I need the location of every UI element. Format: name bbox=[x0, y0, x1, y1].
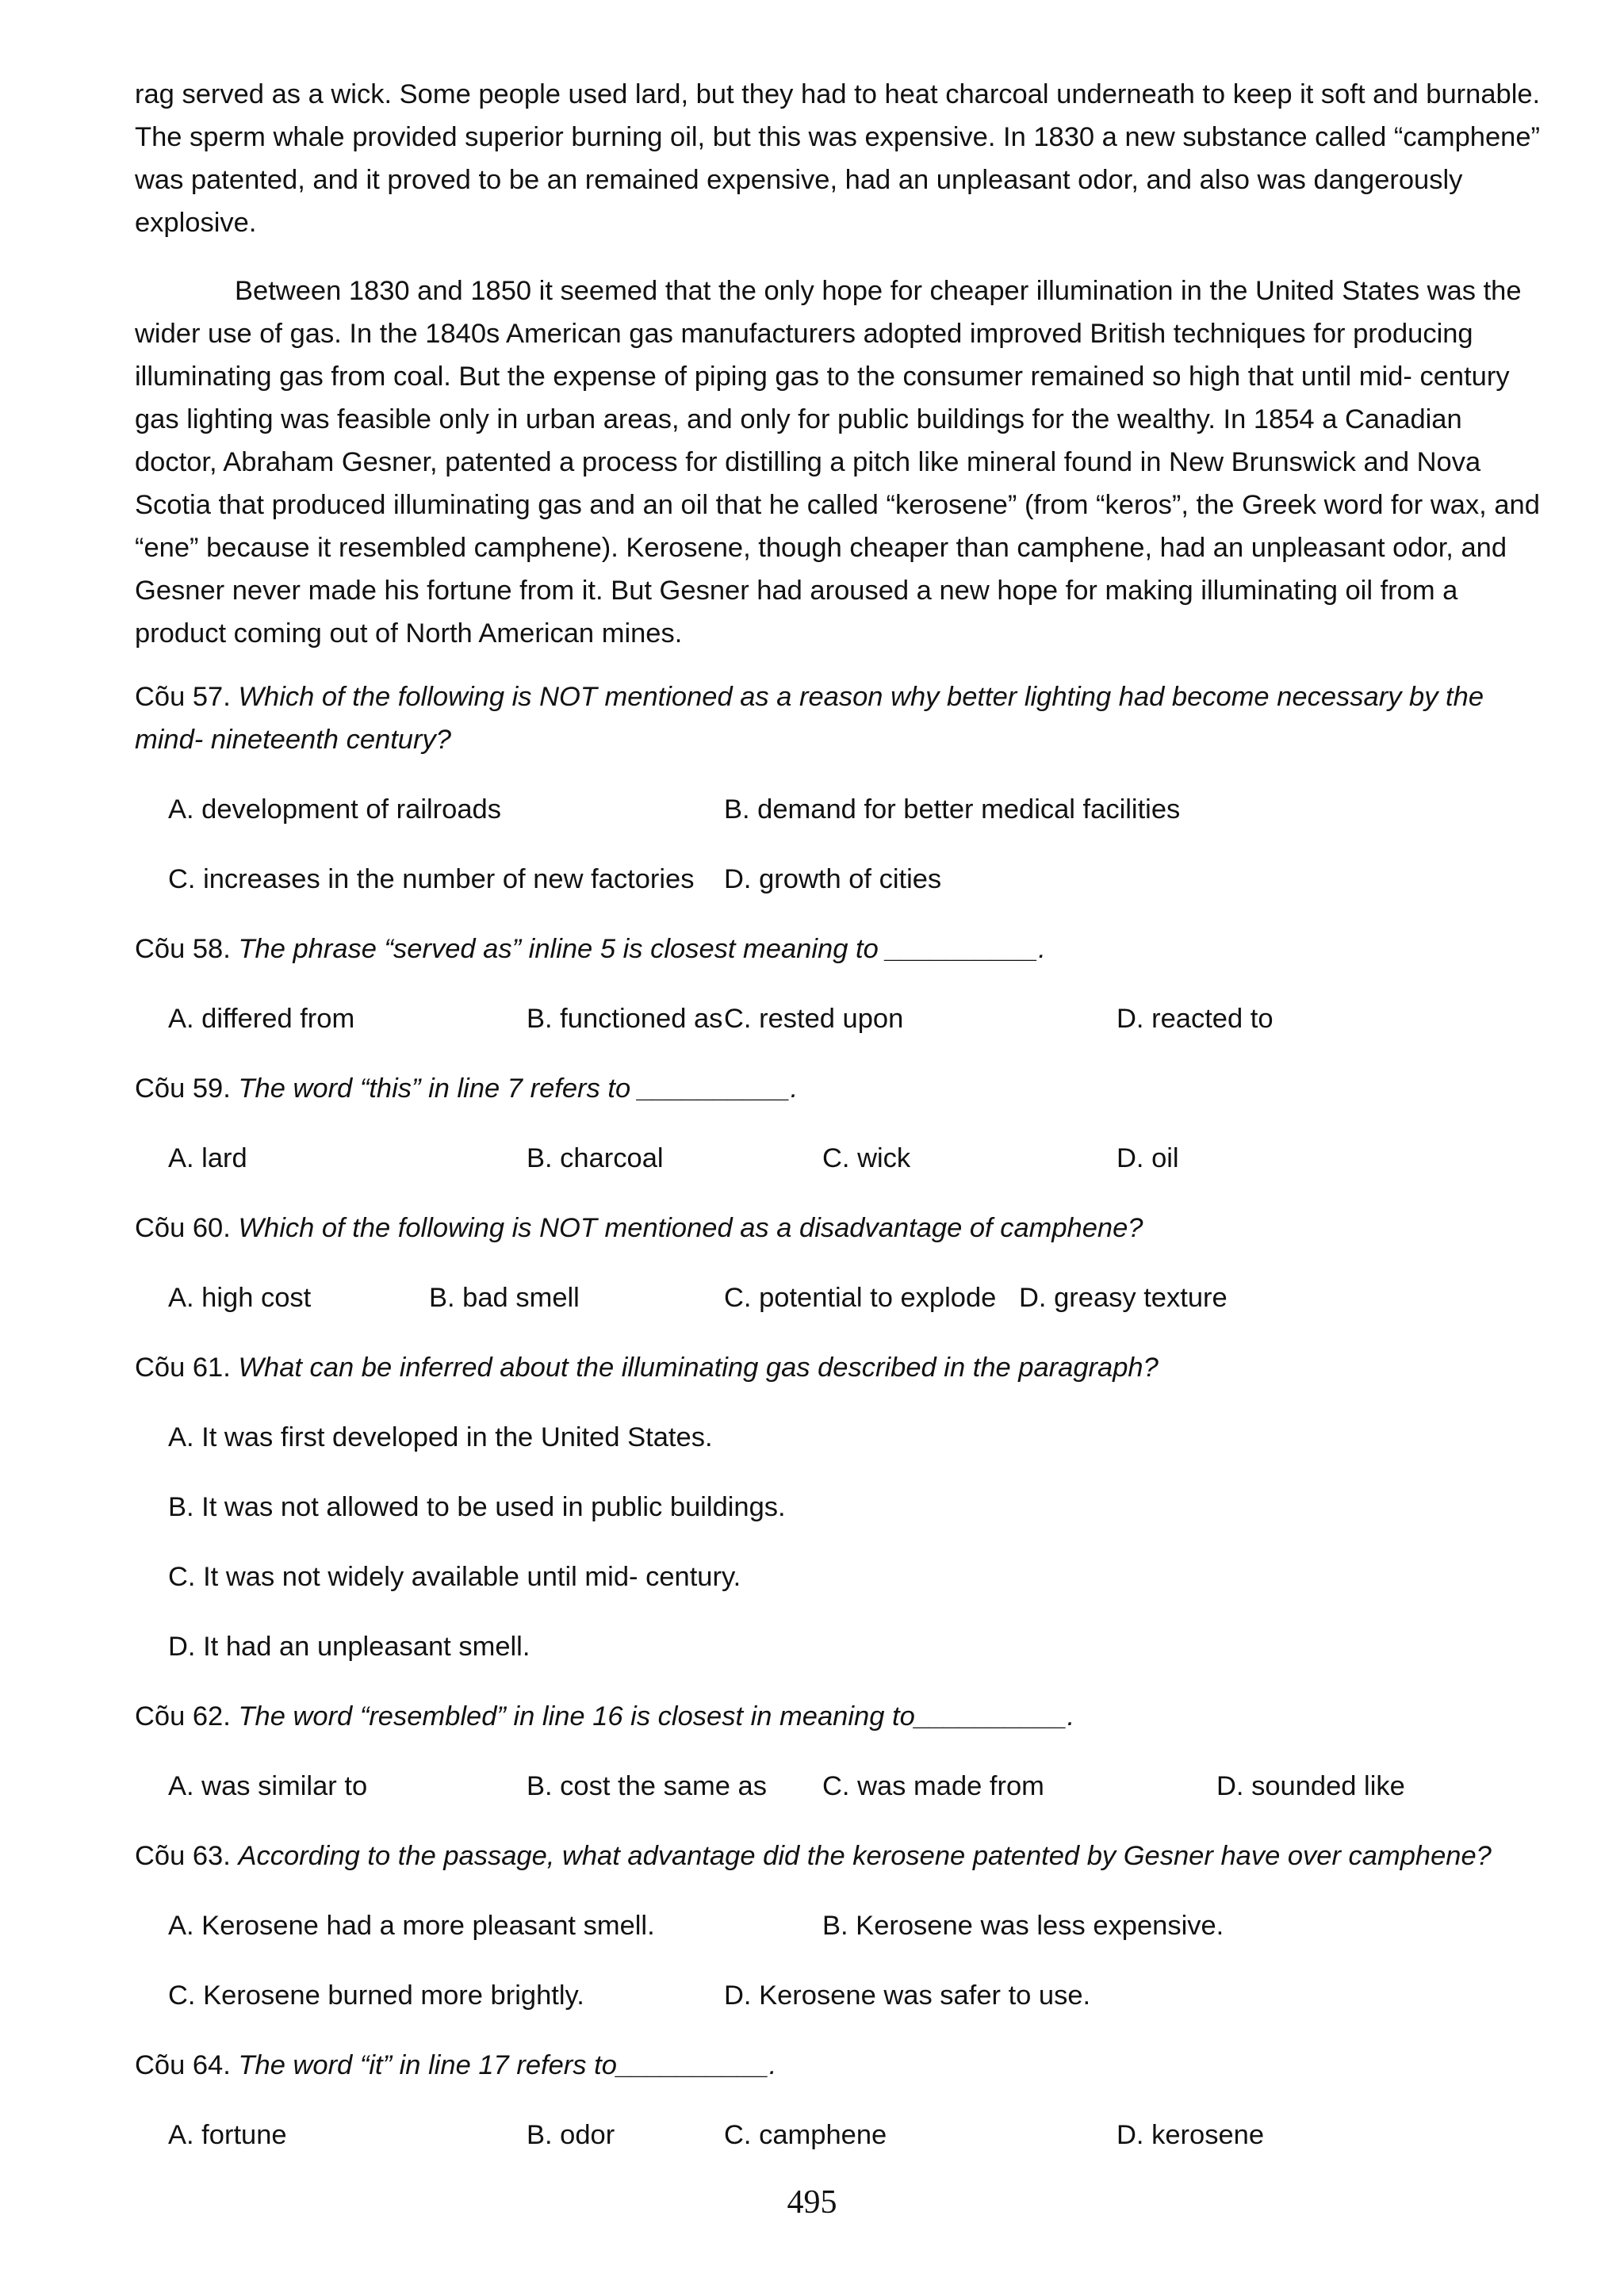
question-number: Cõu 64. bbox=[135, 2050, 231, 2080]
option-61-c: C. It was not widely available until mid- century. bbox=[168, 1562, 741, 1592]
question-number: Cõu 57. bbox=[135, 682, 231, 712]
passage-paragraph-2: Between 1830 and 1850 it seemed that the only hope for cheaper illumination in the United States was the wider use of gas. In the 1840s American gas manufacturers adopted improved British techniques for producing illuminating gas from coal. But the expense of piping gas to the consumer remained so high that until mid- century gas lighting was feasible only in urban areas, and only for public buildings for the wealthy. In 1854 a Canadian doctor, Abraham Gesner, patented a process for distilling a pitch like mineral found in New Brunswick and Nova Scotia that produced illuminating gas and an oil that he called “kerosene” (from “keros”, the Greek word for wax, and “ene” because it resembled camphene). Kerosene, though cheaper than camphene, had an unpleasant odor, and Gesner never made his fortune from it. But Gesner had aroused a new hope for making illuminating oil from a product coming out of North American mines. bbox=[135, 276, 1540, 649]
option-60-b: B. bad smell bbox=[429, 1283, 580, 1313]
option-60-c: C. potential to explode bbox=[724, 1283, 997, 1313]
option-60-a: A. high cost bbox=[168, 1283, 312, 1313]
option-63-d: D. Kerosene was safer to use. bbox=[724, 1980, 1091, 2011]
option-62-b: B. cost the same as bbox=[527, 1771, 767, 1801]
question-57 bbox=[135, 675, 1554, 761]
option-63-b: B. Kerosene was less expensive. bbox=[822, 1911, 1224, 1941]
question-stem: Which of the following is NOT mentioned as a disadvantage of camphene? bbox=[238, 1213, 1143, 1243]
question-number: Cõu 58. bbox=[135, 934, 231, 964]
question-stem: The word “resembled” in line 16 is closest in meaning to__________. bbox=[238, 1701, 1075, 1732]
question-60 bbox=[135, 1207, 1554, 1249]
question-stem: According to the passage, what advantage did the kerosene patented by Gesner have over camphene? bbox=[238, 1841, 1492, 1871]
question-number: Cõu 62. bbox=[135, 1701, 231, 1732]
option-59-d: D. oil bbox=[1116, 1143, 1179, 1173]
question-number: Cõu 61. bbox=[135, 1353, 231, 1383]
option-62-a: A. was similar to bbox=[168, 1771, 368, 1801]
option-57-a: A. development of railroads bbox=[168, 794, 501, 825]
question-58 bbox=[135, 928, 1554, 970]
option-61-b: B. It was not allowed to be used in public buildings. bbox=[168, 1492, 786, 1522]
option-57-c: C. increases in the number of new factories bbox=[168, 864, 695, 894]
option-58-c: C. rested upon bbox=[724, 1004, 904, 1034]
option-63-c: C. Kerosene burned more brightly. bbox=[168, 1980, 584, 2011]
passage-paragraph-1: rag served as a wick. Some people used lard, but they had to heat charcoal underneath to keep it soft and burnable. The sperm whale provided superior burning oil, but this was expensive. In 1830 a new substance called “camphene” was patented, and it proved to be an remained expensive, had an unpleasant odor, and also was dangerously explosive. bbox=[135, 79, 1541, 238]
question-stem: The word “it” in line 17 refers to__________. bbox=[238, 2050, 777, 2080]
page-number: 495 bbox=[787, 2184, 837, 2221]
option-57-b: B. demand for better medical facilities bbox=[724, 794, 1181, 825]
option-58-b: B. functioned as bbox=[527, 1004, 723, 1034]
option-58-d: D. reacted to bbox=[1116, 1004, 1274, 1034]
question-number: Cõu 63. bbox=[135, 1841, 231, 1871]
question-stem: Which of the following is NOT mentioned as a reason why better lighting had become necessary by the mind- nineteenth century? bbox=[135, 682, 1484, 755]
question-64 bbox=[135, 2044, 1554, 2087]
option-61-a: A. It was first developed in the United States. bbox=[168, 1422, 713, 1452]
question-62 bbox=[135, 1695, 1554, 1738]
question-stem: What can be inferred about the illuminating gas described in the paragraph? bbox=[238, 1353, 1159, 1383]
question-59 bbox=[135, 1067, 1554, 1110]
question-stem: The word “this” in line 7 refers to __________. bbox=[238, 1073, 799, 1104]
question-63 bbox=[135, 1835, 1554, 1877]
option-62-c: C. was made from bbox=[822, 1771, 1044, 1801]
question-61 bbox=[135, 1346, 1554, 1389]
option-64-a: A. fortune bbox=[168, 2120, 287, 2150]
option-59-c: C. wick bbox=[822, 1143, 911, 1173]
question-stem: The phrase “served as” inline 5 is closest meaning to __________. bbox=[238, 934, 1046, 964]
option-64-d: D. kerosene bbox=[1116, 2120, 1265, 2150]
option-59-a: A. lard bbox=[168, 1143, 247, 1173]
option-61-d: D. It had an unpleasant smell. bbox=[168, 1632, 530, 1662]
option-57-d: D. growth of cities bbox=[724, 864, 942, 894]
question-number: Cõu 59. bbox=[135, 1073, 231, 1104]
option-64-b: B. odor bbox=[527, 2120, 615, 2150]
option-64-c: C. camphene bbox=[724, 2120, 887, 2150]
question-number: Cõu 60. bbox=[135, 1213, 231, 1243]
option-63-a: A. Kerosene had a more pleasant smell. bbox=[168, 1911, 655, 1941]
option-59-b: B. charcoal bbox=[527, 1143, 664, 1173]
option-58-a: A. differed from bbox=[168, 1004, 355, 1034]
option-60-d: D. greasy texture bbox=[1019, 1283, 1228, 1313]
option-62-d: D. sounded like bbox=[1216, 1771, 1405, 1801]
